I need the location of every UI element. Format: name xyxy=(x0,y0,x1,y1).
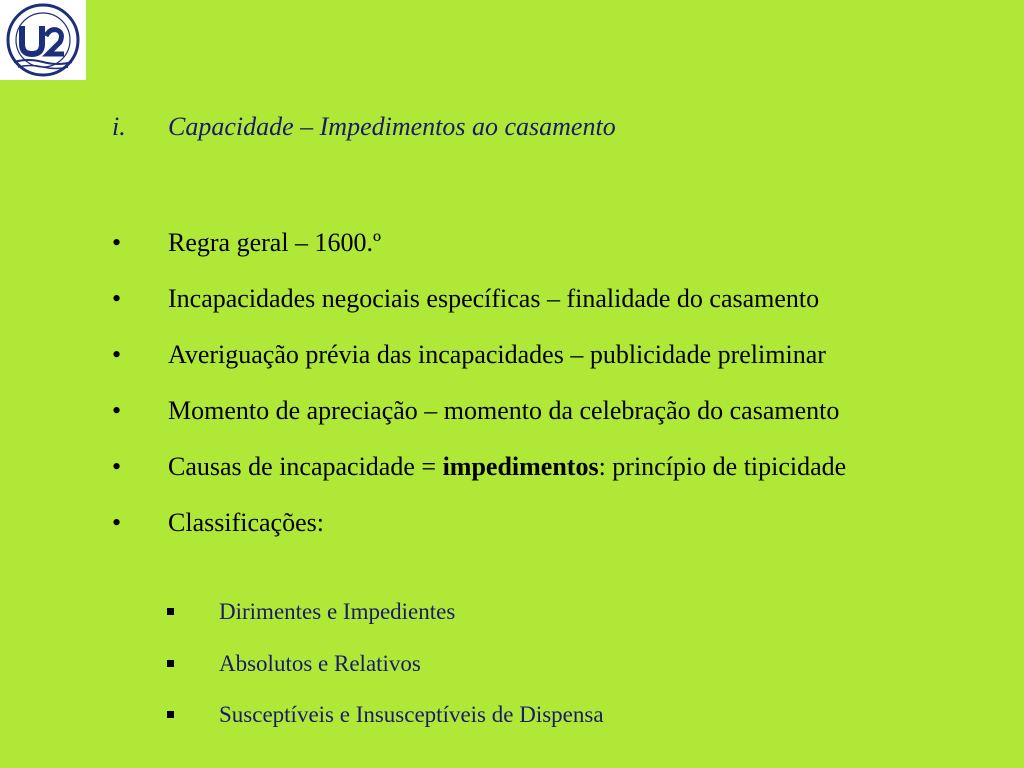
bullet-marker: • xyxy=(112,284,122,313)
sub-list-item xyxy=(163,596,604,648)
bullet-text: Incapacidades negociais específicas – finalidade do casamento xyxy=(168,284,820,313)
section-heading xyxy=(112,112,616,142)
sub-list-item xyxy=(163,648,604,700)
bullet-text: Averiguação prévia das incapacidades – publicidade preliminar xyxy=(168,340,826,369)
bullet-bold-term: impedimentos xyxy=(442,452,599,481)
sub-item-text: Absolutos e Relativos xyxy=(219,650,421,676)
square-bullet-icon xyxy=(167,711,174,718)
bullet-text: Classificações: xyxy=(168,508,324,537)
bullet-item xyxy=(112,505,980,540)
bullet-text-after: : princípio de tipicidade xyxy=(598,452,847,481)
square-bullet-icon xyxy=(167,660,174,667)
bullet-marker: • xyxy=(112,228,122,257)
classification-sub-list xyxy=(163,596,604,751)
bullet-list xyxy=(112,225,980,561)
bullet-marker: • xyxy=(112,396,122,425)
bullet-item xyxy=(112,337,980,372)
seal-icon xyxy=(0,0,86,80)
bullet-marker: • xyxy=(112,340,122,369)
heading-numeral: i. xyxy=(112,112,126,141)
sub-item-text: Dirimentes e Impedientes xyxy=(219,599,456,624)
sub-item-text: Susceptíveis e Insusceptíveis de Dispensa xyxy=(219,702,604,727)
bullet-item xyxy=(112,281,980,316)
bullet-text-before: Causas de incapacidade = xyxy=(168,452,443,481)
square-bullet-icon xyxy=(167,608,174,615)
bullet-text: Regra geral – 1600.º xyxy=(168,228,382,257)
bullet-item xyxy=(112,449,980,484)
bullet-marker: • xyxy=(112,452,122,481)
sub-list-item xyxy=(163,699,604,751)
bullet-item xyxy=(112,225,980,260)
bullet-marker: • xyxy=(112,508,122,537)
bullet-item xyxy=(112,393,980,428)
heading-text: Capacidade – Impedimentos ao casamento xyxy=(168,112,616,141)
bullet-text: Momento de apreciação – momento da celebração do casamento xyxy=(168,396,840,425)
university-logo xyxy=(0,0,86,80)
